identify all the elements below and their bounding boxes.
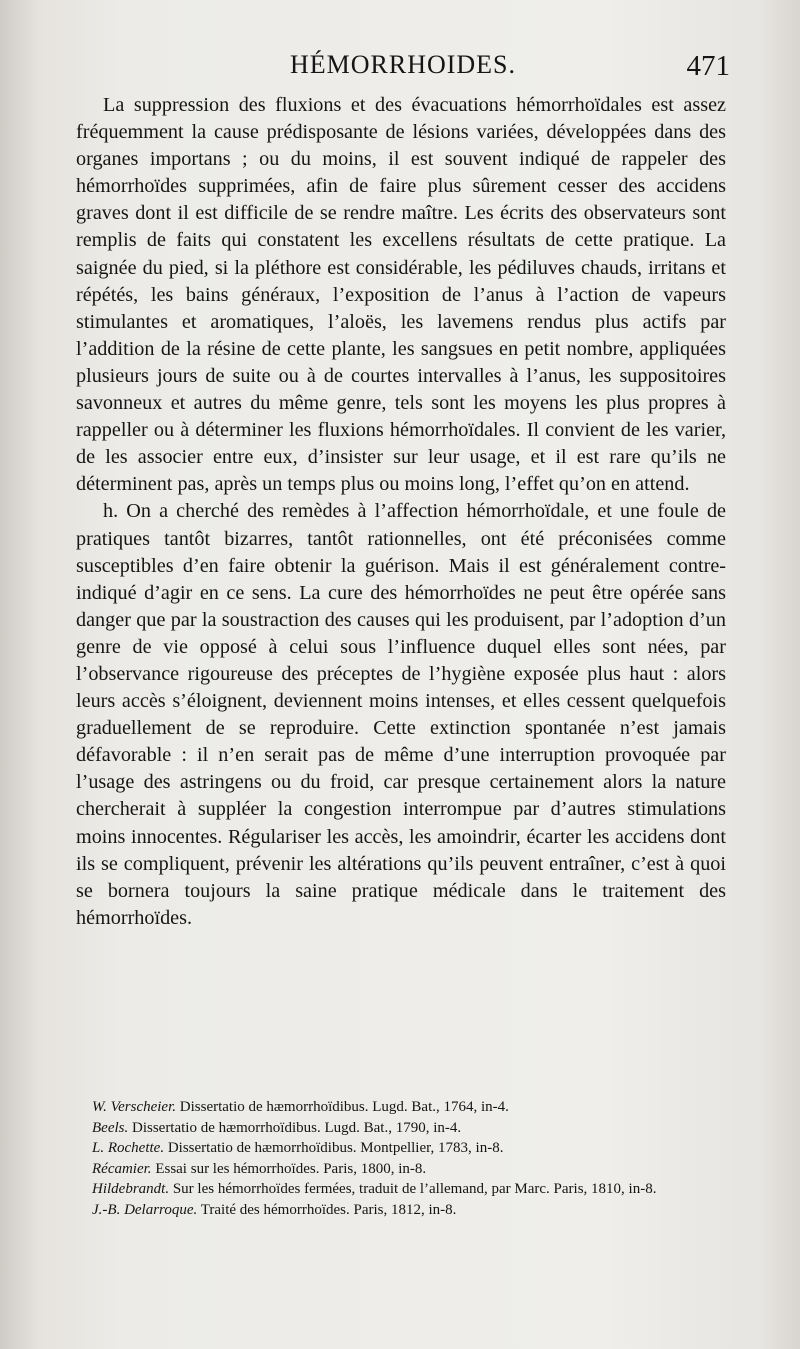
- reference-author: W. Verscheier.: [92, 1099, 177, 1115]
- reference-author: L. Rochette.: [92, 1140, 165, 1156]
- bibliography: [76, 1098, 726, 1221]
- reference-5: [76, 1180, 726, 1200]
- reference-6: [76, 1201, 726, 1221]
- reference-1: [76, 1098, 726, 1118]
- reference-text: Sur les hémorrhoïdes fermées, traduit de l’allemand, par Marc. Paris, 1810, in-8.: [172, 1181, 657, 1197]
- reference-text: Essai sur les hémorrhoïdes. Paris, 1800, in-8.: [155, 1160, 427, 1177]
- paragraph-2: h. On a cherché des remèdes à l’affection hémorrhoïdale, et une foule de pratiques tantôt bizarres, tantôt rationnelles, ont été préconisées comme susceptibles d’en faire obtenir la guérison. Mais il est généralement contre-indiqué d’agir en ce sens. La cure des hémorrhoïdes ne peut être opérée sans danger que par la soustraction des causes qui les produisent, par l’adoption d’un genre de vie opposé à celui sous l’influence duquel elles sont nées, par l’observance rigoureuse des préceptes de l’hygiène exposée plus haut : alors leurs accès s’éloignent, deviennent moins intenses, et elles cessent quelquefois graduellement de se reproduire. Cette extinction spontanée n’est jamais défavorable : il n’en serait pas de même d’une interruption provoquée par l’usage des astringens ou du froid, car presque certainement alors la nature chercherait à suppléer la congestion interrompue par d’autres stimulations moins innocentes. Régulariser les accès, les amoindrir, écarter les accidens dont ils se compliquent, prévenir les altérations qu’ils peuvent entraîner, c’est à quoi se bornera toujours la saine pratique médicale dans le traitement des hémorrhoïdes.: [76, 500, 726, 929]
- reference-2: [76, 1119, 726, 1139]
- reference-text: Dissertatio de hæmorrhoïdibus. Montpellier, 1783, in-8.: [167, 1140, 504, 1156]
- reference-text: Traité des hémorrhoïdes. Paris, 1812, in-8.: [200, 1201, 457, 1218]
- paragraph-1: La suppression des fluxions et des évacuations hémorrhoïdales est assez fréquemment la cause prédisposante de lésions variées, développées dans des organes importans ; ou du moins, il est souvent indiqué de rappeler des hémorrhoïdes supprimées, afin de faire plus sûrement cesser des accidens graves dont il est difficile de se rendre maître. Les écrits des observateurs sont remplis de faits qui constatent les excellens résultats de cette pratique. La saignée du pied, si la pléthore est considérable, les pédiluves chauds, irritans et répétés, les bains généraux, l’exposition de l’anus à l’action de vapeurs stimulantes et aromatiques, l’aloës, les lavemens rendus plus actifs par l’addition de la résine de cette plante, les sangsues en petit nombre, appliquées plusieurs jours de suite ou à de courtes intervalles à l’anus, les suppositoires savonneux et autres du même genre, tels sont les moyens les plus propres à rappeller ou à déterminer les fluxions hémorrhoïdales. Il convient de les varier, de les associer entre eux, d’insister sur leur usage, et il est rare qu’ils ne déterminent pas, après un temps plus ou moins long, l’effet qu’on en attend.: [76, 94, 726, 496]
- reference-text: Dissertatio de hæmorrhoïdibus. Lugd. Bat., 1790, in-4.: [131, 1119, 462, 1136]
- page-header: [76, 50, 730, 90]
- reference-author: Beels.: [92, 1119, 129, 1136]
- reference-author: Récamier.: [92, 1160, 152, 1177]
- running-title: HÉMORRHOIDES.: [289, 50, 517, 79]
- page-number: 471: [686, 50, 730, 82]
- reference-author: Hildebrandt.: [92, 1181, 170, 1197]
- body-text: [76, 92, 726, 932]
- reference-4: [76, 1160, 726, 1180]
- reference-author: J.-B. Delarroque.: [92, 1201, 198, 1218]
- reference-text: Dissertatio de hæmorrhoïdibus. Lugd. Bat., 1764, in-4.: [179, 1099, 509, 1115]
- reference-3: [76, 1139, 726, 1159]
